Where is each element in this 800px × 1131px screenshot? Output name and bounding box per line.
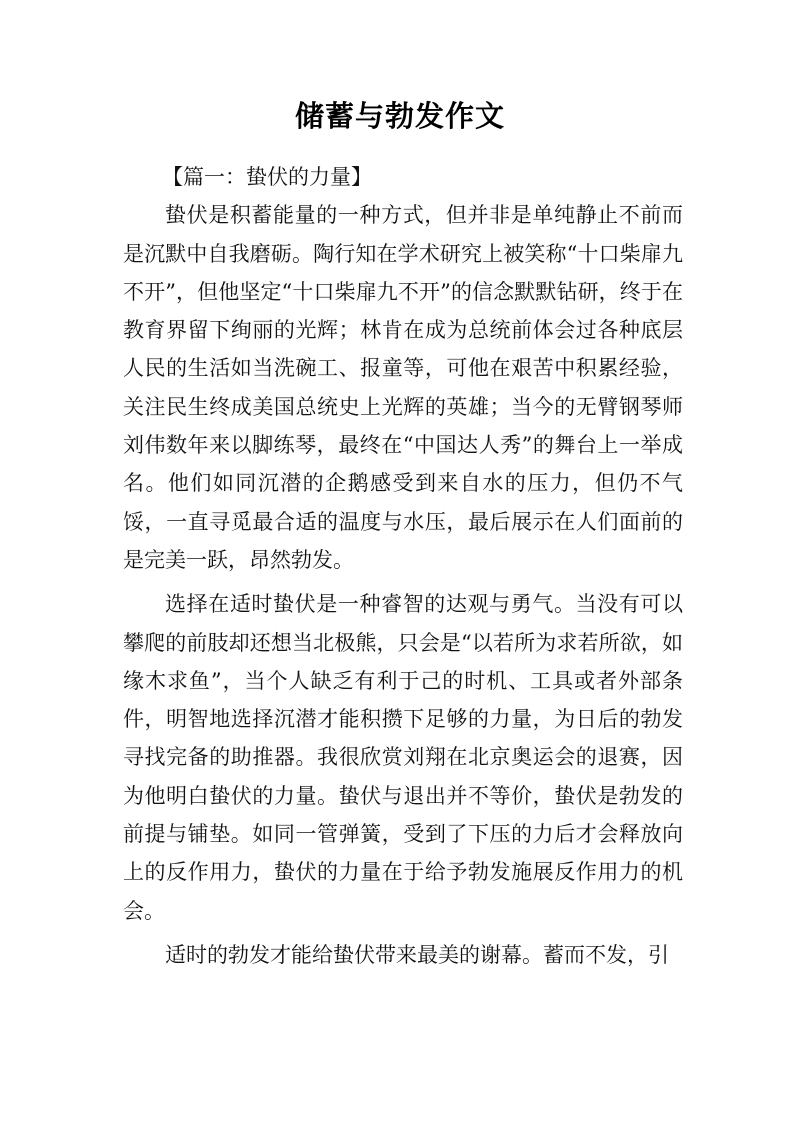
paragraph: 蛰伏是积蓄能量的一种方式，但并非是单纯静止不前而是沉默中自我磨砺。陶行知在学术研究上被笑称“十口柴扉九不开”，但他坚定“十口柴扉九不开”的信念默默钻研，终于在教育界留下绚丽的光辉；林肯在成为总统前体会过各种底层人民的生活如当洗碗工、报童等，可他在艰苦中积累经验，关注民生终成美国总统史上光辉的英雄；当今的无臂钢琴师刘伟数年来以脚练琴，最终在“中国达人秀”的舞台上一举成名。他们如同沉潜的企鹅感受到来自水的压力，但仍不气馁，一直寻觅最合适的温度与水压，最后展示在人们面前的是完美一跃，昂然勃发。 (123, 203, 683, 572)
section-heading: 【篇一：蛰伏的力量】 (162, 165, 372, 189)
paragraph: 适时的勃发才能给蛰伏带来最美的谢幕。蓄而不发，引 (165, 942, 669, 967)
document-title: 储蓄与勃发作文 (294, 99, 505, 133)
document-body (123, 158, 683, 980)
paragraph: 选择在适时蛰伏是一种睿智的达观与勇气。当没有可以攀爬的前肢却还想当北极熊，只会是“以若所为求若所欲，如缘木求鱼”，当个人缺乏有利于己的时机、工具或者外部条件，明智地选择沉潜才能积攒下足够的力量，为日后的勃发寻找完备的助推器。我很欣赏刘翔在北京奥运会的退赛，因为他明白蛰伏的力量。蛰伏与退出并不等价，蛰伏是勃发的前提与铺垫。如同一管弹簧，受到了下压的力后才会释放向上的反作用力，蛰伏的力量在于给予勃发施展反作用力的机会。 (123, 592, 683, 923)
